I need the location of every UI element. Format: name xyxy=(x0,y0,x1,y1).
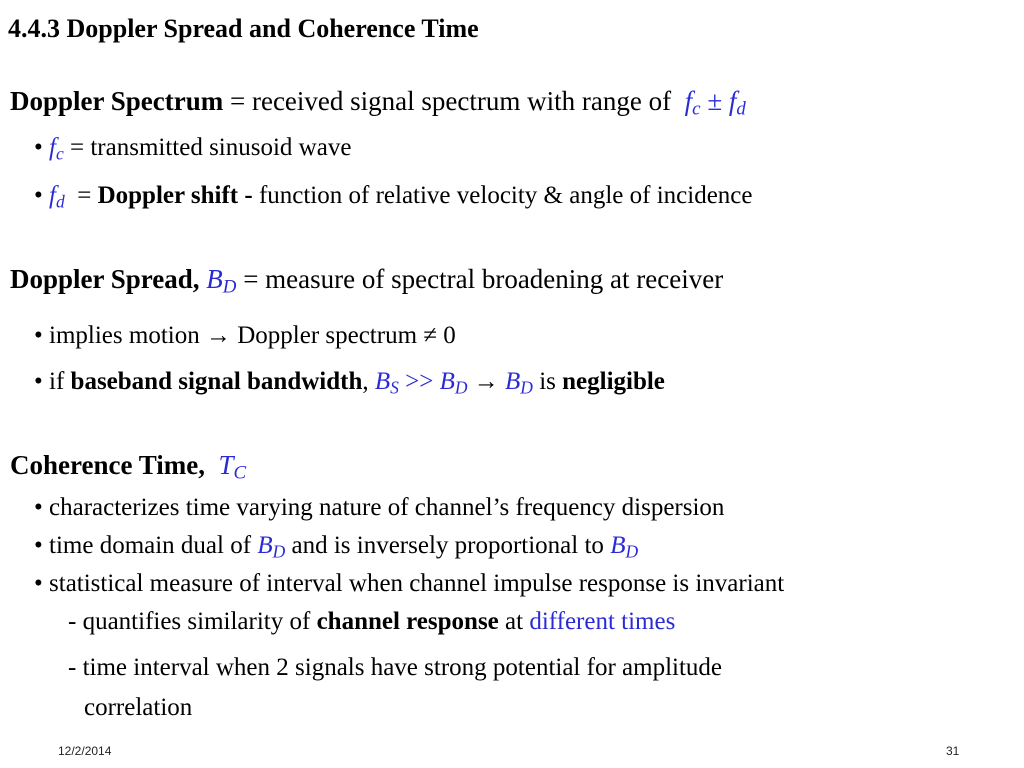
bullet-icon: • xyxy=(34,322,43,349)
heading-bold: Doppler Spectrum xyxy=(10,86,224,116)
baseband-bold: baseband signal bandwidth xyxy=(70,368,363,395)
bullet-text: function of relative velocity & angle of incidence xyxy=(258,182,753,209)
bullet-fc xyxy=(34,134,351,162)
bullet-icon: • xyxy=(34,570,43,597)
dash-icon: - xyxy=(68,654,77,681)
bullet-icon: • xyxy=(34,532,43,559)
bullet-icon: • xyxy=(34,134,43,161)
doppler-spectrum-heading xyxy=(10,86,746,120)
bullet-icon: • xyxy=(34,368,43,395)
much-greater-symbol: >> xyxy=(405,368,434,395)
at-text: at xyxy=(505,608,524,635)
bs-symbol: $B_S$ xyxy=(374,368,399,398)
heading-bold: Coherence Time, xyxy=(10,450,205,480)
doppler-shift-bold: Doppler shift - xyxy=(97,182,253,209)
bullet-baseband xyxy=(34,368,665,396)
bullet-text-2: Doppler spectrum ≠ 0 xyxy=(237,322,456,349)
is-text: is xyxy=(539,368,556,395)
subitem-text: time interval when 2 signals have strong potential for amplitude xyxy=(82,654,723,681)
bullet-text: characterizes time varying nature of channel’s frequency dispersion xyxy=(49,494,725,521)
fc-symbol: $f_c$ xyxy=(49,134,64,164)
heading-text: = measure of spectral broadening at receiver xyxy=(243,264,724,294)
subitem-quantifies xyxy=(68,608,675,636)
bullet-icon: • xyxy=(34,182,43,209)
bullet-time-domain-dual xyxy=(34,532,638,560)
slide-title: 4.4.3 Doppler Spread and Coherence Time xyxy=(8,14,479,43)
bd-symbol: $B_D$ xyxy=(439,368,468,398)
bullet-text-2: and is inversely proportional to xyxy=(291,532,604,559)
bullet-fd xyxy=(34,182,753,210)
bullet-text: = transmitted sinusoid wave xyxy=(70,134,352,161)
dash-icon: - xyxy=(68,608,77,635)
footer-page-number: 31 xyxy=(946,744,960,758)
plus-minus-symbol: ± xyxy=(707,86,723,116)
bd-symbol: $B_D$ xyxy=(257,532,286,562)
bullet-implies-motion xyxy=(34,322,456,350)
bullet-text: statistical measure of interval when channel impulse response is invariant xyxy=(49,570,785,597)
bd-symbol: $B_D$ xyxy=(505,368,533,398)
bd-symbol: $B_D$ xyxy=(610,532,639,562)
arrow-icon: → xyxy=(205,322,231,349)
heading-bold: Doppler Spread, xyxy=(10,264,200,294)
heading-text: = received signal spectrum with range of xyxy=(230,86,672,116)
bd-symbol: $B_D$ xyxy=(206,264,237,298)
footer-date: 12/2/2014 xyxy=(58,744,112,758)
fc-symbol: $f_c$ xyxy=(684,86,701,120)
comma-text: , xyxy=(362,368,369,395)
different-times-text: different times xyxy=(529,608,676,635)
subitem-time-interval-cont: correlation xyxy=(84,694,193,721)
arrow-icon: → xyxy=(473,368,499,395)
doppler-spread-heading xyxy=(10,264,724,298)
coherence-time-heading xyxy=(10,450,247,484)
subitem-time-interval xyxy=(68,654,722,682)
fd-symbol: $f_d$ xyxy=(728,86,746,120)
subitem-text: quantifies similarity of xyxy=(82,608,311,635)
bullet-statistical-measure xyxy=(34,570,784,598)
equals-text: = xyxy=(77,182,92,209)
channel-response-bold: channel response xyxy=(316,608,499,635)
bullet-text: implies motion xyxy=(49,322,200,349)
fd-symbol: $f_d$ xyxy=(49,182,65,212)
negligible-bold: negligible xyxy=(562,368,665,395)
bullet-text: time domain dual of xyxy=(49,532,252,559)
bullet-icon: • xyxy=(34,494,43,521)
bullet-characterizes xyxy=(34,494,724,522)
tc-symbol: $T_C$ xyxy=(218,450,247,484)
if-text: if xyxy=(49,368,65,395)
